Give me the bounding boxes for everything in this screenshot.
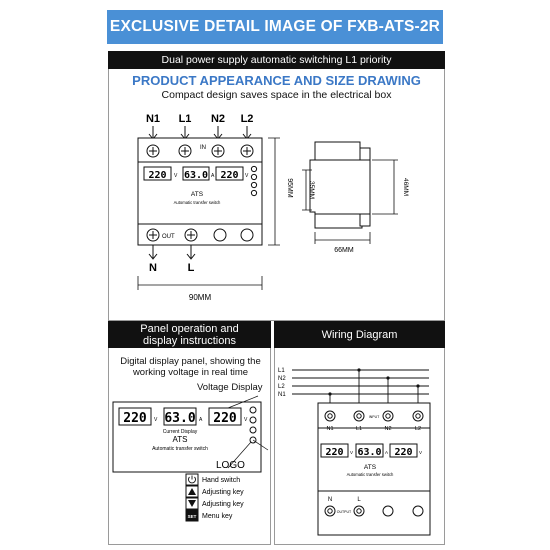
front-device-sub: Automatic transfer switch — [173, 200, 221, 205]
wiring-device-sub: Automatic transfer switch — [346, 472, 394, 477]
wiring-drawing — [274, 348, 445, 543]
legend-hand-switch: Hand switch — [202, 477, 241, 484]
appearance-subtitle-bar — [108, 51, 445, 69]
svg-text:V: V — [245, 173, 249, 179]
front-lcd-v2: 220 — [220, 170, 239, 181]
line-label-n1: N1 — [278, 392, 286, 398]
front-lcd-a: 63.0 — [183, 170, 209, 181]
legend-adjust-down: Adjusting key — [202, 501, 244, 508]
panel-lcd-v1: 220 — [123, 411, 147, 426]
panel-ops-title: Panel operation and display instructions — [140, 322, 239, 347]
line-label-l2: L2 — [278, 384, 285, 390]
svg-text:V: V — [419, 450, 423, 455]
terminal-label-n1: N1 — [145, 113, 161, 125]
in-label: IN — [200, 145, 206, 151]
terminal-label-n: N — [149, 262, 157, 274]
svg-text:V: V — [154, 417, 158, 423]
panel-ops-drawing — [108, 390, 271, 540]
panel-ops-title-bar — [108, 321, 271, 348]
svg-text:V: V — [244, 417, 248, 423]
wiring-title-bar — [274, 321, 445, 348]
front-lcd-v1: 220 — [148, 170, 167, 181]
panel-ops-desc: Digital display panel, showing the working voltage in real time — [120, 356, 261, 378]
set-icon: SET — [187, 514, 197, 519]
supply-lines — [292, 370, 429, 394]
front-view-drawing — [108, 100, 308, 315]
logo-label: LOGO — [216, 460, 245, 471]
input-arrows — [149, 126, 251, 139]
dim-46-label: 46MM — [402, 177, 409, 197]
svg-text:V: V — [174, 173, 178, 179]
line-label-l1: L1 — [278, 368, 285, 374]
height-dimension — [268, 138, 280, 245]
legend-menu-key: Menu key — [202, 513, 233, 520]
wiring-term-n1: N1 — [326, 426, 334, 432]
wiring-device-name: ATS — [363, 464, 377, 471]
svg-text:A: A — [211, 173, 215, 179]
voltage-display-label: Voltage Display — [197, 382, 263, 393]
wiring-lcd-a: 63.0 — [357, 447, 382, 458]
svg-text:A: A — [385, 450, 389, 455]
wiring-term-l2: L2 — [414, 426, 422, 432]
svg-text:A: A — [199, 417, 203, 423]
panel-lcd-a: 63.0 — [164, 411, 196, 426]
width-dimension — [138, 276, 262, 290]
output-label: OUTPUT — [336, 510, 352, 514]
wiring-term-l1: L1 — [355, 426, 363, 432]
terminal-label-n2: N2 — [210, 113, 226, 125]
terminal-label-l1: L1 — [178, 113, 192, 125]
dim-height-label: 95MM — [286, 178, 293, 198]
panel-device-sub: Automatic transfer switch — [152, 446, 208, 452]
dim-width-label: 90MM — [188, 293, 212, 302]
key-legend — [186, 474, 244, 521]
panel-device-name: ATS — [172, 435, 188, 444]
wiring-term-l: L — [357, 497, 361, 503]
front-device-name: ATS — [190, 191, 204, 198]
wiring-lcd-v2: 220 — [394, 447, 413, 458]
front-lcds — [144, 167, 249, 181]
side-view-drawing — [300, 120, 440, 275]
line-label-n2: N2 — [278, 376, 286, 382]
out-label: OUT — [162, 234, 175, 240]
wiring-title: Wiring Diagram — [321, 328, 398, 341]
junction-dots — [328, 368, 419, 395]
panel-lcd-v2: 220 — [213, 411, 237, 426]
legend-adjust-up: Adjusting key — [202, 489, 244, 496]
page-banner: EXCLUSIVE DETAIL IMAGE OF FXB-ATS-2R — [107, 10, 443, 44]
wiring-lcd-v1: 220 — [325, 447, 344, 458]
appearance-subtitle: Dual power supply automatic switching L1 priority — [161, 54, 392, 66]
output-arrows — [149, 245, 195, 259]
wiring-term-n2: N2 — [384, 426, 392, 432]
terminal-label-l2: L2 — [240, 113, 254, 125]
input-label: INPUT — [368, 415, 380, 419]
current-display-label: Current Display — [162, 429, 198, 435]
terminal-label-l: L — [187, 262, 195, 274]
wiring-term-n: N — [327, 497, 333, 503]
dim-35-label: 35MM — [308, 180, 315, 200]
svg-text:V: V — [350, 450, 354, 455]
dim-depth-label: 66MM — [334, 247, 354, 254]
appearance-caption: Compact design saves space in the electrical box — [161, 89, 392, 101]
appearance-heading: PRODUCT APPEARANCE AND SIZE DRAWING — [132, 73, 421, 88]
